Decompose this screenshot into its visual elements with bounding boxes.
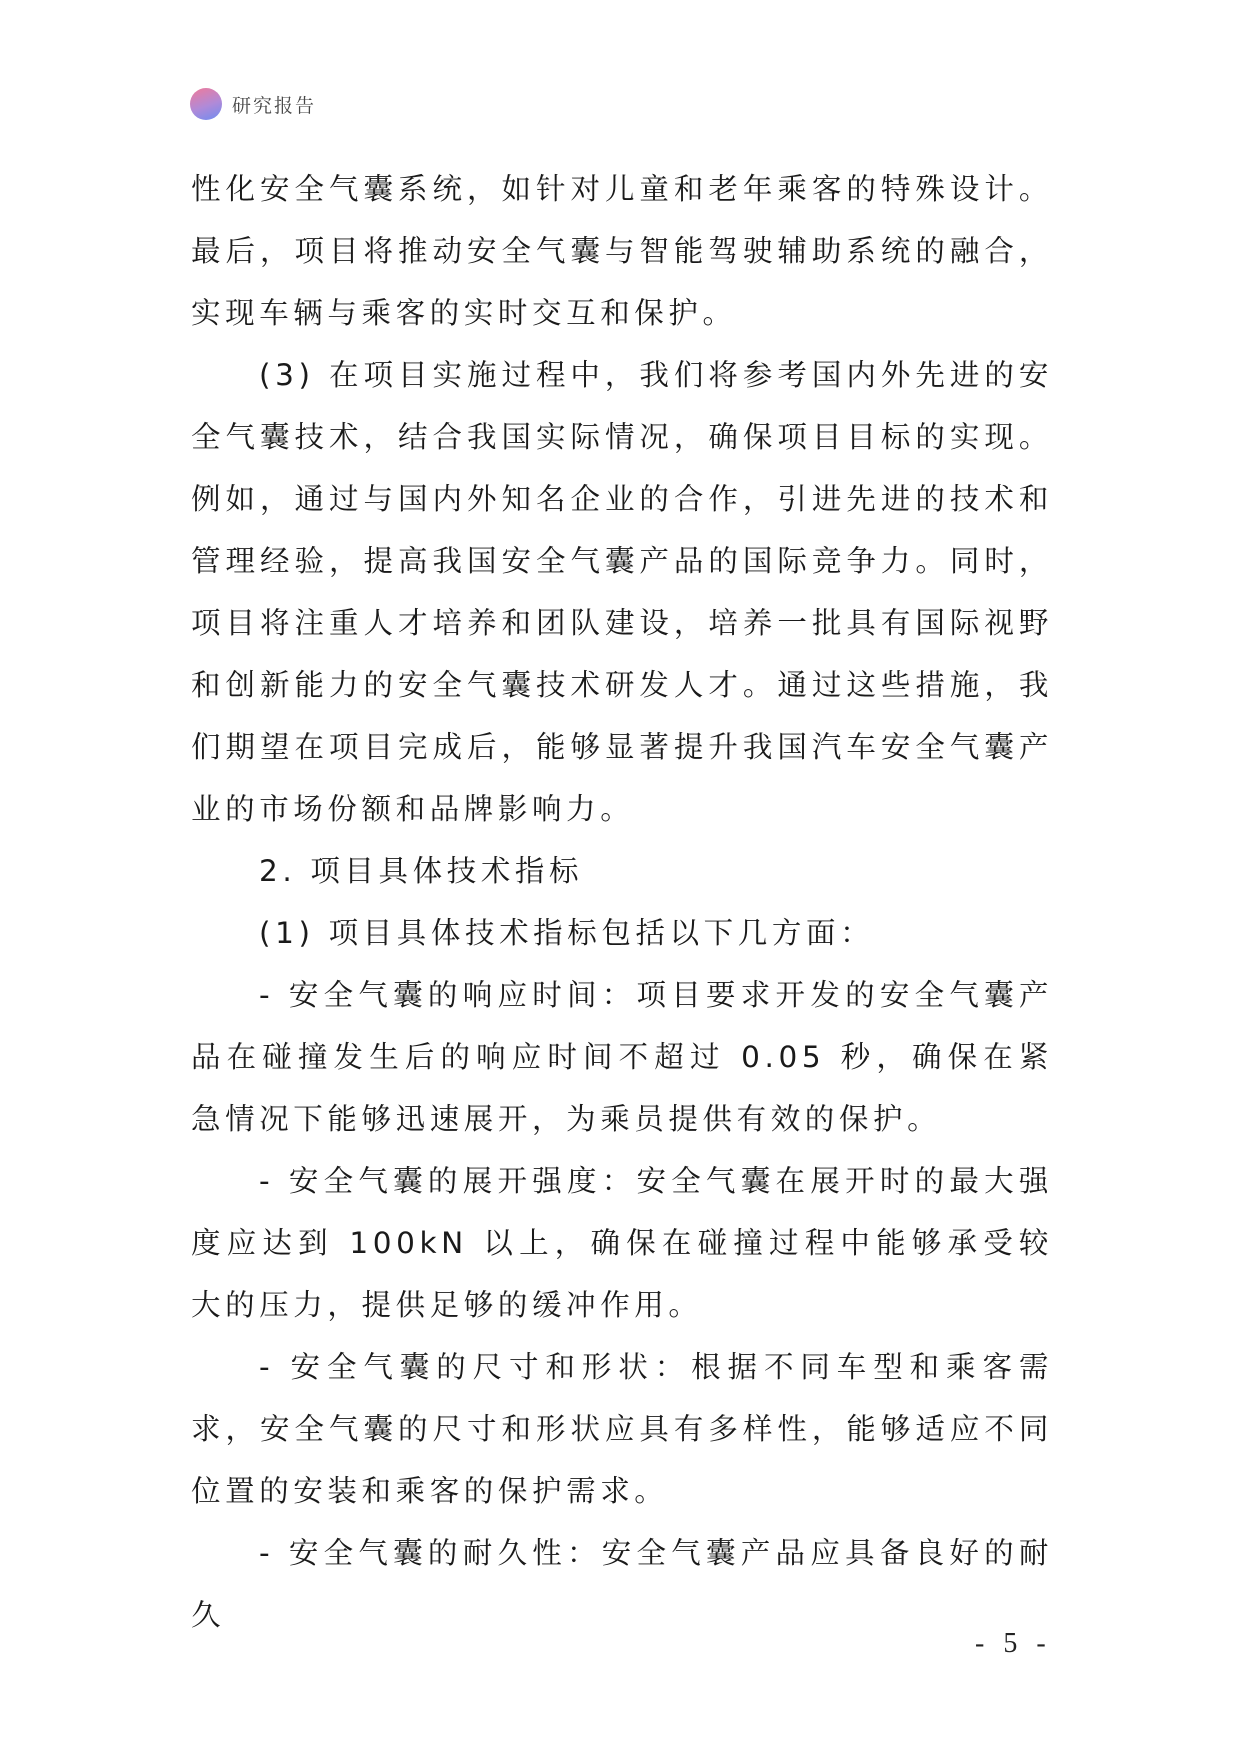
paragraph-item-3: (3) 在项目实施过程中，我们将参考国内外先进的安全气囊技术，结合我国实际情况，确保项目目标的实现。例如，通过与国内外知名企业的合作，引进先进的技术和管理经验，提高我国安全气囊产品的国际竞争力。同时，项目将注重人才培养和团队建设，培养一批具有国际视野和创新能力的安全气囊技术研发人才。通过这些措施，我们期望在项目完成后，能够显著提升我国汽车安全气囊产业的市场份额和品牌影响力。: [191, 358, 1053, 826]
page-header: [190, 88, 316, 120]
header-title: 研究报告: [232, 94, 317, 117]
indicator-deployment-strength: - 安全气囊的展开强度：安全气囊在展开时的最大强度应达到 100kN 以上，确保在碰撞过程中能够承受较大的压力，提供足够的缓冲作用。: [191, 1164, 1053, 1322]
paragraph-item-1: (1) 项目具体技术指标包括以下几方面：: [259, 916, 875, 950]
indicator-size-shape: - 安全气囊的尺寸和形状：根据不同车型和乘客需求，安全气囊的尺寸和形状应具有多样性，能够适应不同位置的安装和乘客的保护需求。: [191, 1350, 1053, 1508]
page-number: - 5 -: [975, 1628, 1052, 1659]
indicator-response-time: - 安全气囊的响应时间：项目要求开发的安全气囊产品在碰撞发生后的响应时间不超过 0.05 秒，确保在紧急情况下能够迅速展开，为乘员提供有效的保护。: [191, 978, 1053, 1136]
section-heading: 2. 项目具体技术指标: [259, 854, 584, 888]
document-body: [191, 158, 1053, 1646]
gradient-circle-logo-icon: [190, 88, 222, 120]
indicator-durability: - 安全气囊的耐久性：安全气囊产品应具备良好的耐久: [191, 1536, 1053, 1632]
paragraph-continuation: 性化安全气囊系统，如针对儿童和老年乘客的特殊设计。最后，项目将推动安全气囊与智能驾驶辅助系统的融合，实现车辆与乘客的实时交互和保护。: [191, 172, 1053, 330]
